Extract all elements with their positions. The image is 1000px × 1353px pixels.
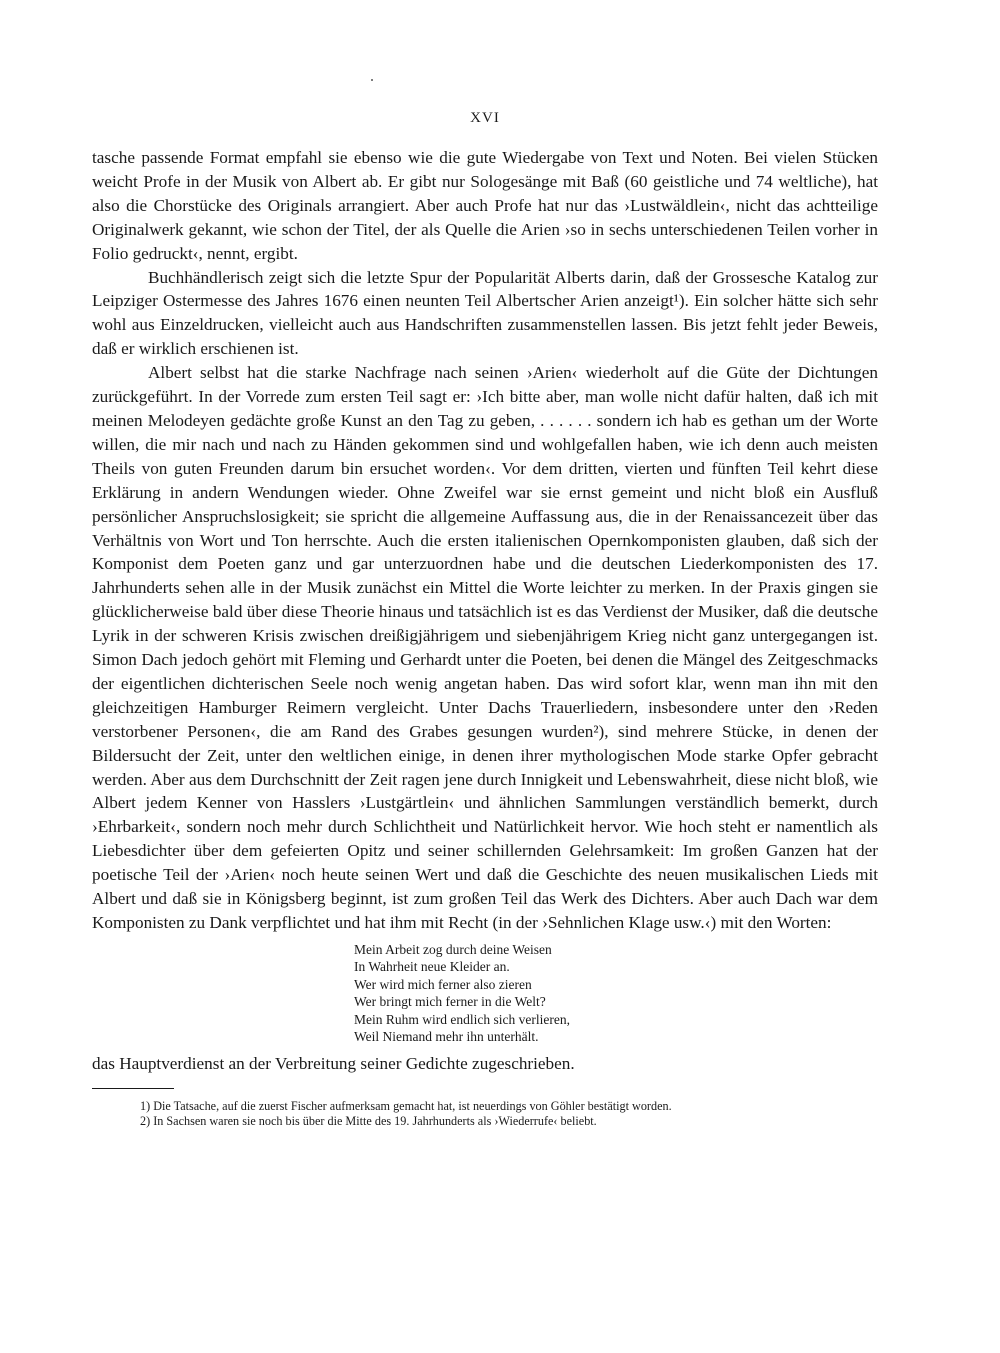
poem-line: In Wahrheit neue Kleider an. — [354, 959, 510, 975]
footnote-2: 2) In Sachsen waren sie noch bis über die Mitte des 19. Jahrhunderts als ›Wiederrufe‹ beliebt. — [140, 1114, 597, 1129]
paragraph-2: Buchhändlerisch zeigt sich die letzte Spur der Popularität Alberts darin, daß der Grossesche Katalog zur Leipziger Ostermesse des Jahres 1676 einen neunten Teil Albertscher Arien anzeigt¹). Ein solcher hätte sich sehr wohl aus Einzeldrucken, vielleicht auch aus Handschriften zusammenstellen lassen. Bis jetzt fehlt jeder Beweis, daß er wirklich erschienen ist. — [92, 267, 878, 359]
poem-line: Wer bringt mich ferner in die Welt? — [354, 994, 546, 1010]
poem-line: Mein Ruhm wird endlich sich verlieren, — [354, 1011, 570, 1027]
footnote-rule — [92, 1088, 174, 1089]
footnotes — [140, 1099, 878, 1130]
print-speck — [371, 79, 373, 81]
page-number: XVI — [470, 110, 500, 126]
body-text — [92, 146, 878, 935]
poem-quote — [354, 941, 878, 1046]
poem-line: Wer wird mich ferner also zieren — [354, 976, 532, 992]
paragraph-3: Albert selbst hat die starke Nachfrage nach seinen ›Arien‹ wiederholt auf die Güte der Dichtungen zurückgeführt. In der Vorrede zum ersten Teil sagt er: ›Ich bitte aber, man wolle nicht dafür halten, daß ich mit meinen Melodeyen gedächte große Kunst an den Tag zu geben, . . . . . . sondern ich hab es gethan um der Worte willen, die mir nach und nach zu Händen gekommen sind und wohlgefallen haben, wie ich denn auch meisten Theils von guten Freunden darum bin ersuchet worden‹. Vor dem dritten, vierten und fünften Teil kehrt diese Erklärung in andern Wendungen wieder. Ohne Zweifel war sie ernst gemeint und nicht bloß ein Ausfluß persönlicher Anspruchslosigkeit; sie spricht die allgemeine Auffassung aus, die in der Renaissancezeit über das Verhältnis von Wort und Ton herrschte. Auch die ersten italienischen Opernkomponisten glauben, daß sich der Komponist dem Poeten ganz und gar unterzuordnen habe und die deutschen Liederkomponisten des 17. Jahrhunderts sehen alle in der Musik zunächst ein Mittel die Worte leichter zu merken. In der Praxis gingen sie glücklicherweise bald über diese Theorie hinaus und tatsächlich ist es das Verdienst der Musiker, daß die deutsche Lyrik in der schweren Krisis zwischen dreißigjährigem und siebenjährigem Krieg nicht ganz untergegangen ist. Simon Dach jedoch gehört mit Fleming und Gerhardt unter die Poeten, bei denen die Mängel des Zeitgeschmacks der eigentlichen dichterischen Seele noch wenig angetan haben. Das wird sofort klar, wenn man ihn mit den gleichzeitigen Hamburger Reimern vergleicht. Unter Dachs Trauerliedern, insbesondere unter den ›Reden verstorbener Personen‹, die am Rand des Grabes gesungen wurden²), sind mehrere Stücke, in denen der Bildersucht der Zeit, unter den weltlichen einige, in denen ihrer mythologischen Mode starke Opfer gebracht werden. Aber aus dem Durchschnitt der Zeit ragen jene durch Innigkeit und Lebenswahrheit, diese nicht bloß, wie Albert jedem Kenner von Hasslers ›Lustgärtlein‹ und ähnlichen Sammlungen verständlich bemerkt, durch ›Ehrbarkeit‹, sondern noch mehr durch Schlichtheit und Natürlichkeit hervor. Wie hoch steht er namentlich als Liebesdichter über dem gefeierten Opitz und seiner schillernden Gelehrsamkeit: Im großen Ganzen hat der poetische Teil der ›Arien‹ noch heute seinen Wert und daß die Geschichte des neuen musikalischen Lieds mit Albert und daß sie in Königsberg beginnt, ist zum großen Teil das Werk des Dichters. Aber auch Dach war dem Komponisten zu Dank verpflichtet und hat ihm mit Recht (in der ›Sehnlichen Klage usw.‹) mit den Worten: — [92, 363, 878, 932]
closing-line: das Hauptverdienst an der Verbreitung seiner Gedichte zugeschrieben. — [92, 1053, 575, 1073]
paragraph-1: tasche passende Format empfahl sie ebenso wie die gute Wiedergabe von Text und Noten. Bei vielen Stücken weicht Profe in der Musik von Albert ab. Er gibt nur Sologesänge mit Baß (60 geistliche und 74 weltliche), hat also die Chorstücke des Originals arrangiert. Aber auch Profe hat nur das ›Lustwäldlein‹, nicht das achtteilige Originalwerk gekannt, wie schon der Titel, der als Quelle die Arien ›so in sechs unterschiedenen Teilen vorher in Folio gedruckt‹, nennt, ergibt. — [92, 148, 878, 263]
poem-line: Weil Niemand mehr ihn unterhält. — [354, 1029, 539, 1045]
footnote-1: 1) Die Tatsache, auf die zuerst Fischer aufmerksam gemacht hat, ist neuerdings von Göhler bestätigt worden. — [140, 1098, 672, 1113]
document-page — [92, 108, 878, 1130]
poem-line: Mein Arbeit zog durch deine Weisen — [354, 941, 552, 957]
